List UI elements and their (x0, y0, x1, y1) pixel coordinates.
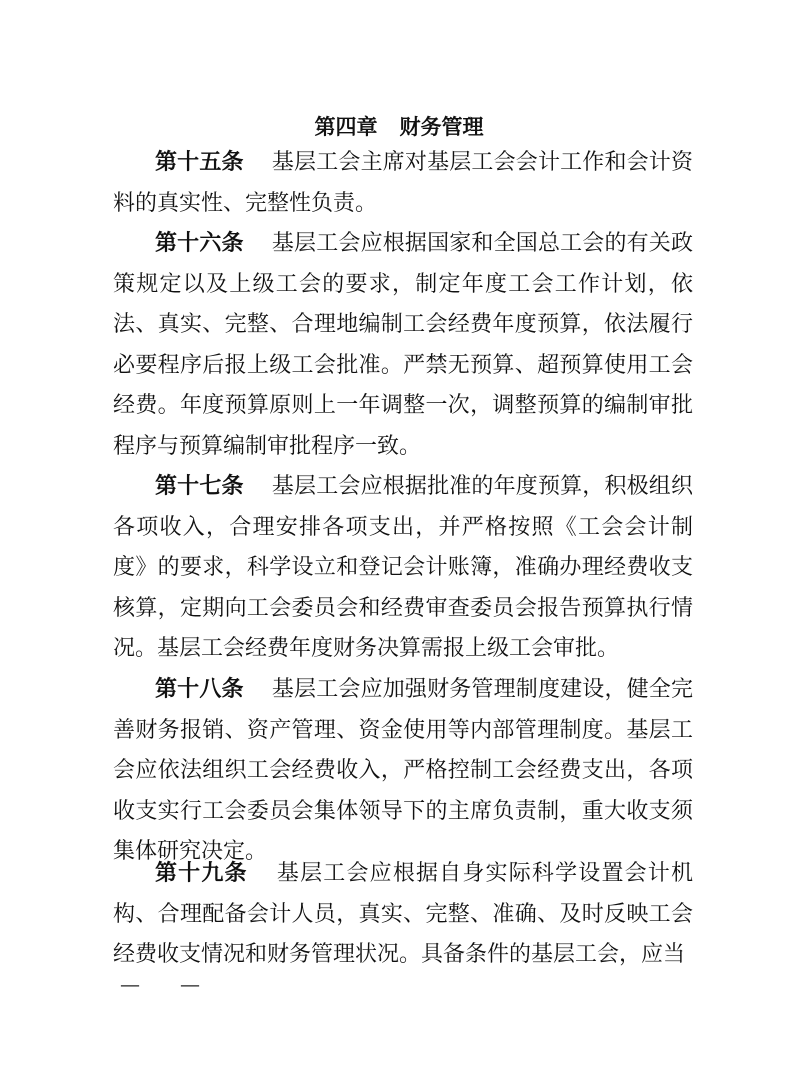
article-number: 第十八条 (155, 677, 244, 702)
article-text: 基层工会应加强财务管理制度建设，健全完善财务报销、资产管理、资金使用等内部管理制度。基层工会应依法组织工会经费收入，严格控制工会经费支出，各项收支实行工会委员会集体领导下的主席负责制，重大收支须集体研究决定。 (113, 677, 693, 864)
article-16 (113, 224, 693, 467)
article-text: 基层工会应根据自身实际科学设置会计机构、合理配备会计人员，真实、完整、准确、及时反映工会经费收支情况和财务管理状况。具备条件的基层工会，应当 (113, 861, 693, 967)
article-18 (113, 670, 693, 873)
article-text: 基层工会主席对基层工会会计工作和会计资料的真实性、完整性负责。 (113, 150, 693, 216)
article-19 (113, 854, 693, 976)
chapter-number: 第四章 (314, 115, 378, 139)
article-text: 基层工会应根据国家和全国总工会的有关政策规定以及上级工会的要求，制定年度工会工作计划，依法、真实、完整、合理地编制工会经费年度预算，依法履行必要程序后报上级工会批准。严禁无预算、超预算使用工会经费。年度预算原则上一年调整一次，调整预算的编制审批程序与预算编制审批程序一致。 (113, 231, 693, 459)
page-footer (120, 972, 200, 996)
article-number: 第十六条 (155, 231, 244, 256)
chapter-title: 财务管理 (399, 115, 484, 139)
article-number: 第十九条 (155, 861, 248, 886)
footer-dash-right: — (180, 972, 200, 996)
chapter-heading (0, 113, 798, 141)
article-number: 第十七条 (155, 474, 244, 499)
footer-dash-left: — (120, 972, 140, 996)
article-15 (113, 143, 693, 224)
article-text: 基层工会应根据批准的年度预算，积极组织各项收入，合理安排各项支出，并严格按照《工会会计制度》的要求，科学设立和登记会计账簿，准确办理经费收支核算，定期向工会委员会和经费审查委员会报告预算执行情况。基层工会经费年度财务决算需报上级工会审批。 (113, 474, 693, 661)
article-number: 第十五条 (155, 150, 244, 175)
article-17 (113, 467, 693, 670)
